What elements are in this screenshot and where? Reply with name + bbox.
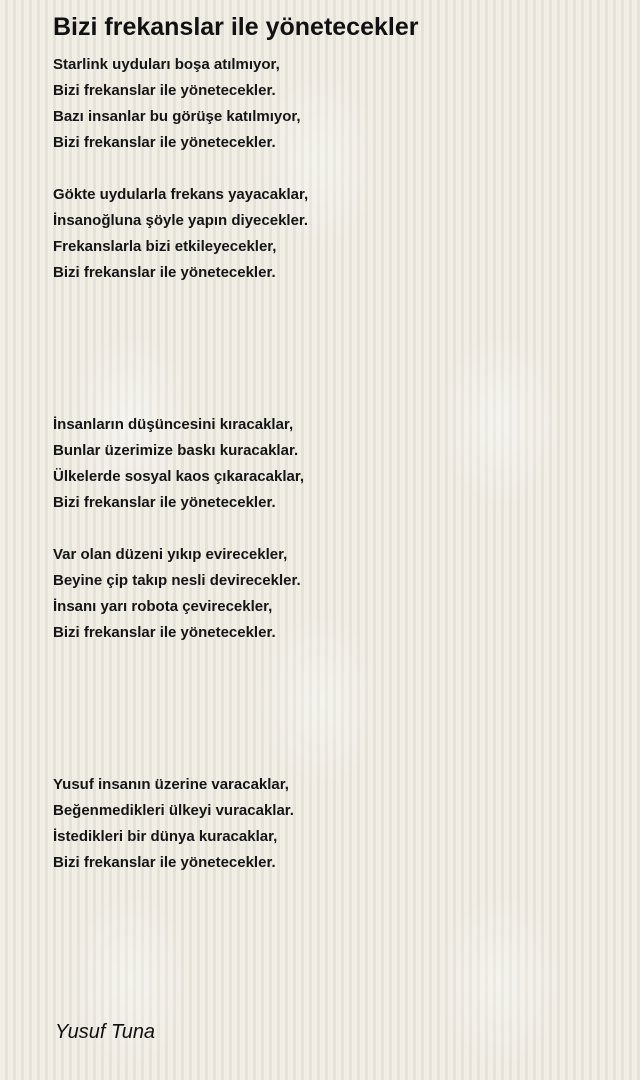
poem-line: Bizi frekanslar ile yönetecekler. — [53, 624, 276, 641]
stanza-1 — [53, 52, 301, 156]
poem-line: Bizi frekanslar ile yönetecekler. — [53, 854, 276, 871]
poem-line: İstedikleri bir dünya kuracaklar, — [53, 828, 278, 845]
poem-line: Gökte uydularla frekans yayacaklar, — [53, 186, 309, 203]
poem-line: Beyine çip takıp nesli devirecekler. — [53, 572, 301, 589]
poem-line: İnsanların düşüncesini kıracaklar, — [53, 416, 294, 433]
poem-line: Yusuf insanın üzerine varacaklar, — [53, 776, 289, 793]
stanza-2 — [53, 182, 308, 286]
poem-line: İnsanı yarı robota çevirecekler, — [53, 598, 273, 615]
poem-line: Starlink uyduları boşa atılmıyor, — [53, 56, 280, 73]
author-name: Yusuf Tuna — [55, 1021, 156, 1043]
poem-line: Bizi frekanslar ile yönetecekler. — [53, 134, 276, 151]
poem-line: Bizi frekanslar ile yönetecekler. — [53, 264, 276, 281]
poem-title: Bizi frekanslar ile yönetecekler — [53, 13, 419, 41]
stanza-3 — [53, 412, 304, 516]
stanza-4 — [53, 542, 301, 646]
poem-line: Beğenmedikleri ülkeyi vuracaklar. — [53, 802, 294, 819]
poem-line: Bazı insanlar bu görüşe katılmıyor, — [53, 108, 301, 125]
poem-line: Bunlar üzerimize baskı kuracaklar. — [53, 442, 299, 459]
poem-line: Bizi frekanslar ile yönetecekler. — [53, 82, 276, 99]
poem-line: İnsanoğluna şöyle yapın diyecekler. — [53, 212, 309, 229]
stanza-5 — [53, 772, 294, 876]
poem-line: Ülkelerde sosyal kaos çıkaracaklar, — [53, 468, 305, 485]
poem-line: Bizi frekanslar ile yönetecekler. — [53, 494, 276, 511]
poem-line: Frekanslarla bizi etkileyecekler, — [53, 238, 277, 255]
poem-line: Var olan düzeni yıkıp evirecekler, — [53, 546, 288, 563]
